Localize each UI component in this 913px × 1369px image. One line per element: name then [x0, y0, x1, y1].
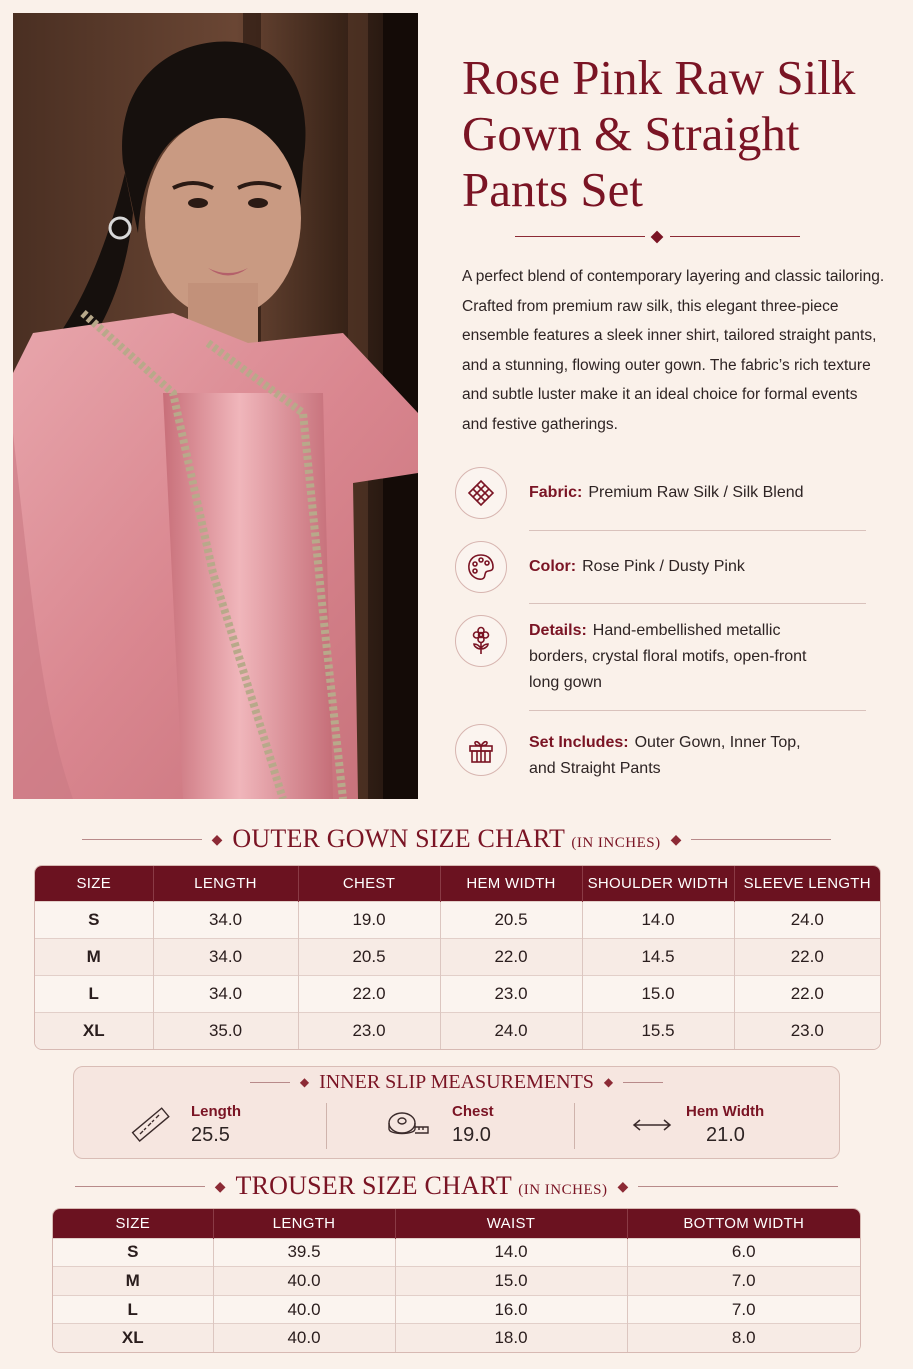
- column-header: CHEST: [298, 866, 440, 901]
- feature-label: Color:: [529, 558, 577, 575]
- measurement-value: 21.0: [706, 1124, 745, 1146]
- table-cell: 22.0: [298, 975, 440, 1012]
- trouser-title: TROUSER SIZE CHART: [235, 1171, 512, 1200]
- column-header: SLEEVE LENGTH: [734, 866, 880, 901]
- inner-slip-chest: [386, 1099, 494, 1151]
- feature-fabric: [455, 467, 867, 519]
- table-cell: 23.0: [298, 1013, 440, 1049]
- table-cell: 19.0: [298, 901, 440, 938]
- size-cell: XL: [35, 1013, 153, 1049]
- table-cell: 23.0: [734, 1013, 880, 1049]
- measuring-tape-icon: [386, 1103, 430, 1147]
- measurement-value: 25.5: [191, 1124, 230, 1146]
- feature-divider: [529, 603, 866, 604]
- feature-label: Details:: [529, 622, 587, 639]
- table-cell: 39.5: [213, 1238, 395, 1267]
- feature-color: [455, 541, 867, 593]
- ornament-icon: ◆: [299, 1075, 310, 1089]
- table-row: [35, 975, 880, 1012]
- table-cell: 7.0: [627, 1267, 860, 1296]
- measurement-value: 19.0: [452, 1124, 491, 1146]
- table-row: [53, 1324, 860, 1352]
- measurement-label: Chest: [452, 1103, 494, 1120]
- product-description: A perfect blend of contemporary layering and classic tailoring. Crafted from premium raw silk, this elegant three-piece ensemble features a sleek inner shirt, tailored straight pants, and a stunning, flowing outer gown. The fabric’s rich texture and subtle luster make it an ideal choice for formal events and festive gatherings.: [462, 268, 885, 433]
- column-header: BOTTOM WIDTH: [627, 1209, 860, 1238]
- measurement-label: Hem Width: [686, 1103, 765, 1120]
- inner-slip-heading: [74, 1069, 839, 1095]
- size-cell: M: [35, 938, 153, 975]
- table-cell: 20.5: [298, 938, 440, 975]
- trouser-unit: (IN INCHES): [518, 1182, 608, 1198]
- table-cell: 14.5: [582, 938, 734, 975]
- size-cell: S: [35, 901, 153, 938]
- column-header: WAIST: [395, 1209, 627, 1238]
- fabric-weave-icon: [455, 467, 507, 519]
- ornament-icon: ◆: [603, 1075, 614, 1089]
- column-header: HEM WIDTH: [440, 866, 582, 901]
- ruler-icon: [129, 1103, 173, 1147]
- table-row: [53, 1238, 860, 1267]
- size-cell: M: [53, 1267, 213, 1296]
- inner-slip-length: [129, 1099, 241, 1151]
- table-cell: 34.0: [153, 901, 298, 938]
- size-cell: S: [53, 1238, 213, 1267]
- column-header: SHOULDER WIDTH: [582, 866, 734, 901]
- size-cell: L: [35, 975, 153, 1012]
- inner-slip-title: INNER SLIP MEASUREMENTS: [319, 1070, 594, 1093]
- ornament-icon: ◆: [214, 1177, 226, 1194]
- column-header: LENGTH: [153, 866, 298, 901]
- table-cell: 35.0: [153, 1013, 298, 1049]
- table-cell: 6.0: [627, 1238, 860, 1267]
- column-header: SIZE: [35, 866, 153, 901]
- feature-divider: [529, 710, 866, 711]
- table-cell: 34.0: [153, 975, 298, 1012]
- table-cell: 40.0: [213, 1324, 395, 1352]
- table-cell: 18.0: [395, 1324, 627, 1352]
- table-cell: 40.0: [213, 1295, 395, 1324]
- title-divider: [515, 228, 800, 246]
- ornament-icon: ◆: [211, 830, 223, 847]
- trouser-size-table: [52, 1208, 861, 1353]
- table-cell: 24.0: [734, 901, 880, 938]
- table-cell: 22.0: [440, 938, 582, 975]
- table-cell: 24.0: [440, 1013, 582, 1049]
- table-cell: 23.0: [440, 975, 582, 1012]
- table-row: [53, 1267, 860, 1296]
- table-cell: 34.0: [153, 938, 298, 975]
- column-divider: [574, 1103, 575, 1149]
- feature-value: Outer Gown, Inner Top, and Straight Pants: [529, 734, 801, 777]
- measurement-label: Length: [191, 1103, 241, 1120]
- column-header: SIZE: [53, 1209, 213, 1238]
- table-cell: 22.0: [734, 938, 880, 975]
- table-row: [35, 1013, 880, 1049]
- outer-gown-heading: [0, 824, 913, 854]
- table-row: [53, 1295, 860, 1324]
- column-divider: [326, 1103, 327, 1149]
- table-cell: 16.0: [395, 1295, 627, 1324]
- ornament-icon: ◆: [617, 1177, 629, 1194]
- table-cell: 15.5: [582, 1013, 734, 1049]
- outer-gown-unit: (IN INCHES): [571, 835, 661, 851]
- inner-slip-hem-width: [630, 1099, 764, 1151]
- feature-value: Premium Raw Silk / Silk Blend: [588, 484, 804, 501]
- size-cell: L: [53, 1295, 213, 1324]
- feature-divider: [529, 530, 866, 531]
- flower-icon: [455, 615, 507, 667]
- model-illustration: [13, 13, 418, 799]
- palette-icon: [455, 541, 507, 593]
- inner-slip-panel: [73, 1066, 840, 1159]
- gift-box-icon: [455, 724, 507, 776]
- table-cell: 14.0: [582, 901, 734, 938]
- product-photo: [13, 13, 418, 799]
- table-cell: 22.0: [734, 975, 880, 1012]
- double-arrow-icon: [630, 1103, 674, 1147]
- size-cell: XL: [53, 1324, 213, 1352]
- table-row: [35, 901, 880, 938]
- table-cell: 8.0: [627, 1324, 860, 1352]
- outer-gown-title: OUTER GOWN SIZE CHART: [232, 824, 565, 853]
- feature-value: Hand-embellished metallic borders, crystal floral motifs, open-front long gown: [529, 622, 807, 691]
- outer-gown-size-table: [34, 865, 881, 1050]
- product-title: Rose Pink Raw Silk Gown & Straight Pants Set: [462, 50, 856, 217]
- table-cell: 40.0: [213, 1267, 395, 1296]
- table-cell: 7.0: [627, 1295, 860, 1324]
- table-row: [35, 938, 880, 975]
- feature-set-includes: [455, 724, 867, 782]
- feature-value: Rose Pink / Dusty Pink: [582, 558, 745, 575]
- feature-details: [455, 615, 867, 696]
- table-cell: 20.5: [440, 901, 582, 938]
- feature-label: Fabric:: [529, 484, 583, 501]
- column-header: LENGTH: [213, 1209, 395, 1238]
- table-cell: 14.0: [395, 1238, 627, 1267]
- table-cell: 15.0: [582, 975, 734, 1012]
- table-cell: 15.0: [395, 1267, 627, 1296]
- feature-label: Set Includes:: [529, 734, 629, 751]
- trouser-heading: [0, 1171, 913, 1201]
- ornament-icon: ◆: [670, 830, 682, 847]
